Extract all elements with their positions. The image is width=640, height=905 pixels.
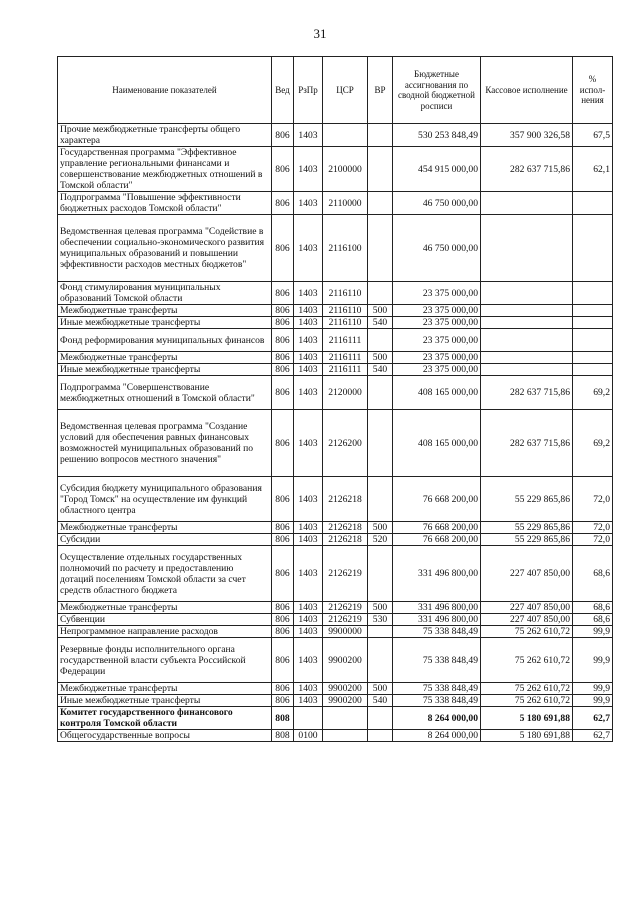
cell-rzpr: 1403: [294, 477, 323, 522]
header-csr: ЦСР: [323, 57, 368, 124]
cell-plan: 331 496 800,00: [393, 546, 481, 602]
cell-vr: 520: [368, 534, 393, 546]
cell-vr: 500: [368, 522, 393, 534]
cell-cash: [481, 364, 573, 376]
cell-vr: 500: [368, 305, 393, 317]
cell-ved: 806: [272, 215, 294, 282]
cell-rzpr: 1403: [294, 638, 323, 683]
cell-csr: 2120000: [323, 376, 368, 410]
header-pct: % испол-нения: [573, 57, 613, 124]
cell-name: Непрограммное направление расходов: [58, 626, 272, 638]
cell-vr: [368, 707, 393, 730]
cell-csr: 2100000: [323, 147, 368, 192]
cell-vr: 540: [368, 695, 393, 707]
cell-name: Субвенции: [58, 614, 272, 626]
cell-name: Фонд стимулирования муниципальных образований Томской области: [58, 282, 272, 305]
cell-cash: [481, 215, 573, 282]
cell-pct: 69,2: [573, 376, 613, 410]
cell-ved: 806: [272, 614, 294, 626]
cell-plan: 75 338 848,49: [393, 638, 481, 683]
table-row: [58, 522, 613, 534]
cell-csr: 9900000: [323, 626, 368, 638]
cell-vr: [368, 215, 393, 282]
cell-cash: 55 229 865,86: [481, 477, 573, 522]
cell-name: Фонд реформирования муниципальных финансов: [58, 329, 272, 352]
cell-csr: 9900200: [323, 683, 368, 695]
cell-rzpr: [294, 707, 323, 730]
cell-name: Межбюджетные трансферты: [58, 602, 272, 614]
cell-plan: 75 338 848,49: [393, 626, 481, 638]
cell-pct: [573, 364, 613, 376]
table-row: [58, 305, 613, 317]
cell-rzpr: 1403: [294, 215, 323, 282]
cell-plan: 75 338 848,49: [393, 695, 481, 707]
cell-vr: [368, 124, 393, 147]
cell-vr: 500: [368, 352, 393, 364]
cell-pct: [573, 192, 613, 215]
cell-rzpr: 1403: [294, 683, 323, 695]
cell-vr: [368, 477, 393, 522]
cell-csr: 2116110: [323, 317, 368, 329]
cell-plan: 8 264 000,00: [393, 730, 481, 742]
cell-vr: [368, 410, 393, 477]
cell-name: Субсидии: [58, 534, 272, 546]
cell-plan: 8 264 000,00: [393, 707, 481, 730]
cell-ved: 806: [272, 305, 294, 317]
cell-ved: 806: [272, 410, 294, 477]
table-row: [58, 282, 613, 305]
table-row: [58, 602, 613, 614]
cell-cash: 75 262 610,72: [481, 626, 573, 638]
cell-cash: 75 262 610,72: [481, 683, 573, 695]
cell-vr: [368, 546, 393, 602]
cell-ved: 806: [272, 477, 294, 522]
cell-plan: 454 915 000,00: [393, 147, 481, 192]
cell-pct: 72,0: [573, 534, 613, 546]
cell-rzpr: 1403: [294, 305, 323, 317]
header-rzpr: РзПр: [294, 57, 323, 124]
cell-rzpr: 1403: [294, 410, 323, 477]
cell-csr: 2116111: [323, 352, 368, 364]
cell-pct: 67,5: [573, 124, 613, 147]
cell-pct: 99,9: [573, 683, 613, 695]
cell-csr: [323, 124, 368, 147]
table-row: [58, 546, 613, 602]
cell-cash: [481, 282, 573, 305]
cell-plan: 23 375 000,00: [393, 317, 481, 329]
cell-csr: 9900200: [323, 638, 368, 683]
cell-rzpr: 1403: [294, 124, 323, 147]
cell-plan: 75 338 848,49: [393, 683, 481, 695]
cell-vr: [368, 329, 393, 352]
cell-pct: 99,9: [573, 638, 613, 683]
cell-name: Межбюджетные трансферты: [58, 683, 272, 695]
cell-name: Общегосударственные вопросы: [58, 730, 272, 742]
cell-vr: 530: [368, 614, 393, 626]
cell-pct: [573, 317, 613, 329]
cell-ved: 806: [272, 124, 294, 147]
cell-pct: 62,7: [573, 730, 613, 742]
cell-csr: 9900200: [323, 695, 368, 707]
cell-pct: 68,6: [573, 546, 613, 602]
table-row: [58, 215, 613, 282]
table-row: [58, 477, 613, 522]
cell-ved: 806: [272, 282, 294, 305]
cell-plan: 331 496 800,00: [393, 602, 481, 614]
cell-pct: [573, 352, 613, 364]
cell-cash: 227 407 850,00: [481, 602, 573, 614]
cell-csr: 2126218: [323, 477, 368, 522]
cell-name: Иные межбюджетные трансферты: [58, 317, 272, 329]
cell-name: Ведомственная целевая программа "Содействие в обеспечении социально-экономического развития муниципальных образований и повышении эффективности расходов местных бюджетов": [58, 215, 272, 282]
table-row: [58, 614, 613, 626]
cell-plan: 23 375 000,00: [393, 282, 481, 305]
cell-plan: 76 668 200,00: [393, 534, 481, 546]
cell-pct: [573, 282, 613, 305]
cell-vr: [368, 638, 393, 683]
cell-cash: [481, 329, 573, 352]
cell-ved: 806: [272, 534, 294, 546]
table-row: [58, 707, 613, 730]
cell-cash: 282 637 715,86: [481, 410, 573, 477]
header-cash: Кассовое исполнение: [481, 57, 573, 124]
cell-vr: 500: [368, 683, 393, 695]
cell-rzpr: 1403: [294, 546, 323, 602]
cell-plan: 76 668 200,00: [393, 522, 481, 534]
cell-ved: 808: [272, 707, 294, 730]
cell-rzpr: 1403: [294, 376, 323, 410]
budget-table: [57, 56, 613, 742]
cell-ved: 806: [272, 546, 294, 602]
cell-plan: 46 750 000,00: [393, 215, 481, 282]
cell-cash: 357 900 326,58: [481, 124, 573, 147]
cell-plan: 23 375 000,00: [393, 305, 481, 317]
cell-ved: 806: [272, 317, 294, 329]
cell-rzpr: 1403: [294, 626, 323, 638]
cell-rzpr: 1403: [294, 352, 323, 364]
cell-cash: 227 407 850,00: [481, 546, 573, 602]
cell-rzpr: 1403: [294, 534, 323, 546]
cell-pct: 72,0: [573, 522, 613, 534]
cell-name: Межбюджетные трансферты: [58, 305, 272, 317]
cell-ved: 806: [272, 638, 294, 683]
cell-csr: 2126218: [323, 522, 368, 534]
cell-csr: 2126219: [323, 602, 368, 614]
cell-name: Подпрограмма "Совершенствование межбюджетных отношений в Томской области": [58, 376, 272, 410]
cell-name: Подпрограмма "Повышение эффективности бюджетных расходов Томской области": [58, 192, 272, 215]
cell-name: Субсидия бюджету муниципального образования "Город Томск" на осуществление им функций областного центра: [58, 477, 272, 522]
cell-ved: 806: [272, 364, 294, 376]
cell-csr: 2126219: [323, 546, 368, 602]
cell-rzpr: 0100: [294, 730, 323, 742]
cell-plan: 331 496 800,00: [393, 614, 481, 626]
table-row: [58, 410, 613, 477]
table-row: [58, 730, 613, 742]
cell-cash: 55 229 865,86: [481, 522, 573, 534]
cell-ved: 806: [272, 602, 294, 614]
cell-pct: 68,6: [573, 602, 613, 614]
cell-csr: [323, 730, 368, 742]
cell-ved: 806: [272, 352, 294, 364]
header-name: Наименование показателей: [58, 57, 272, 124]
cell-pct: 99,9: [573, 626, 613, 638]
header-vr: ВР: [368, 57, 393, 124]
cell-plan: 46 750 000,00: [393, 192, 481, 215]
cell-vr: 500: [368, 602, 393, 614]
cell-cash: 5 180 691,88: [481, 707, 573, 730]
cell-name: Иные межбюджетные трансферты: [58, 695, 272, 707]
cell-ved: 808: [272, 730, 294, 742]
table-row: [58, 317, 613, 329]
cell-csr: 2126200: [323, 410, 368, 477]
cell-plan: 76 668 200,00: [393, 477, 481, 522]
cell-vr: [368, 192, 393, 215]
cell-rzpr: 1403: [294, 317, 323, 329]
cell-pct: 69,2: [573, 410, 613, 477]
cell-name: Государственная программа "Эффективное управление региональными финансами и совершенствование межбюджетных отношений в Томской области": [58, 147, 272, 192]
cell-cash: 227 407 850,00: [481, 614, 573, 626]
cell-ved: 806: [272, 683, 294, 695]
cell-cash: [481, 192, 573, 215]
cell-vr: [368, 147, 393, 192]
cell-ved: 806: [272, 376, 294, 410]
cell-pct: 72,0: [573, 477, 613, 522]
cell-cash: 75 262 610,72: [481, 695, 573, 707]
cell-name: Комитет государственного финансового контроля Томской области: [58, 707, 272, 730]
cell-ved: 806: [272, 626, 294, 638]
cell-csr: 2126219: [323, 614, 368, 626]
cell-rzpr: 1403: [294, 695, 323, 707]
cell-pct: [573, 215, 613, 282]
cell-cash: 282 637 715,86: [481, 147, 573, 192]
cell-vr: 540: [368, 317, 393, 329]
cell-rzpr: 1403: [294, 364, 323, 376]
cell-csr: 2110000: [323, 192, 368, 215]
table-row: [58, 534, 613, 546]
cell-cash: [481, 305, 573, 317]
cell-cash: 282 637 715,86: [481, 376, 573, 410]
table-row: [58, 626, 613, 638]
table-row: [58, 329, 613, 352]
cell-csr: 2116110: [323, 305, 368, 317]
cell-cash: [481, 352, 573, 364]
cell-csr: 2116110: [323, 282, 368, 305]
cell-plan: 408 165 000,00: [393, 376, 481, 410]
cell-rzpr: 1403: [294, 522, 323, 534]
cell-pct: 99,9: [573, 695, 613, 707]
table-row: [58, 124, 613, 147]
cell-rzpr: 1403: [294, 329, 323, 352]
cell-pct: 62,7: [573, 707, 613, 730]
cell-name: Осуществление отдельных государственных полномочий по расчету и предоставлению дотаций поселениям Томской области за счет средств областного бюджета: [58, 546, 272, 602]
table-body: [58, 124, 613, 742]
table-row: [58, 192, 613, 215]
cell-name: Иные межбюджетные трансферты: [58, 364, 272, 376]
cell-csr: 2126218: [323, 534, 368, 546]
cell-pct: 68,6: [573, 614, 613, 626]
cell-csr: 2116111: [323, 329, 368, 352]
cell-rzpr: 1403: [294, 192, 323, 215]
page-number: 31: [313, 26, 327, 41]
cell-rzpr: 1403: [294, 602, 323, 614]
cell-name: Резервные фонды исполнительного органа государственной власти субъекта Российской Федерации: [58, 638, 272, 683]
cell-pct: [573, 329, 613, 352]
cell-ved: 806: [272, 695, 294, 707]
cell-plan: 530 253 848,49: [393, 124, 481, 147]
cell-name: Межбюджетные трансферты: [58, 352, 272, 364]
cell-name: Ведомственная целевая программа "Создание условий для обеспечения равных финансовых возможностей муниципальных образований по решению вопросов местного значения": [58, 410, 272, 477]
cell-name: Межбюджетные трансферты: [58, 522, 272, 534]
cell-rzpr: 1403: [294, 282, 323, 305]
cell-rzpr: 1403: [294, 614, 323, 626]
cell-plan: 23 375 000,00: [393, 364, 481, 376]
cell-plan: 408 165 000,00: [393, 410, 481, 477]
table-row: [58, 147, 613, 192]
cell-ved: 806: [272, 522, 294, 534]
cell-vr: 540: [368, 364, 393, 376]
table-row: [58, 638, 613, 683]
cell-plan: 23 375 000,00: [393, 329, 481, 352]
table-row: [58, 376, 613, 410]
cell-csr: [323, 707, 368, 730]
header-plan: Бюджетные ассигнования по сводной бюджетной росписи: [393, 57, 481, 124]
cell-cash: 75 262 610,72: [481, 638, 573, 683]
cell-name: Прочие межбюджетные трансферты общего характера: [58, 124, 272, 147]
table-row: [58, 352, 613, 364]
table-row: [58, 695, 613, 707]
cell-vr: [368, 626, 393, 638]
cell-csr: 2116100: [323, 215, 368, 282]
cell-pct: 62,1: [573, 147, 613, 192]
cell-cash: [481, 317, 573, 329]
cell-cash: 5 180 691,88: [481, 730, 573, 742]
cell-vr: [368, 376, 393, 410]
header-ved: Вед: [272, 57, 294, 124]
table-row: [58, 364, 613, 376]
cell-vr: [368, 730, 393, 742]
cell-csr: 2116111: [323, 364, 368, 376]
cell-pct: [573, 305, 613, 317]
cell-plan: 23 375 000,00: [393, 352, 481, 364]
cell-rzpr: 1403: [294, 147, 323, 192]
cell-vr: [368, 282, 393, 305]
table-header-row: [58, 57, 613, 124]
cell-ved: 806: [272, 192, 294, 215]
table-row: [58, 683, 613, 695]
cell-cash: 55 229 865,86: [481, 534, 573, 546]
cell-ved: 806: [272, 329, 294, 352]
cell-ved: 806: [272, 147, 294, 192]
